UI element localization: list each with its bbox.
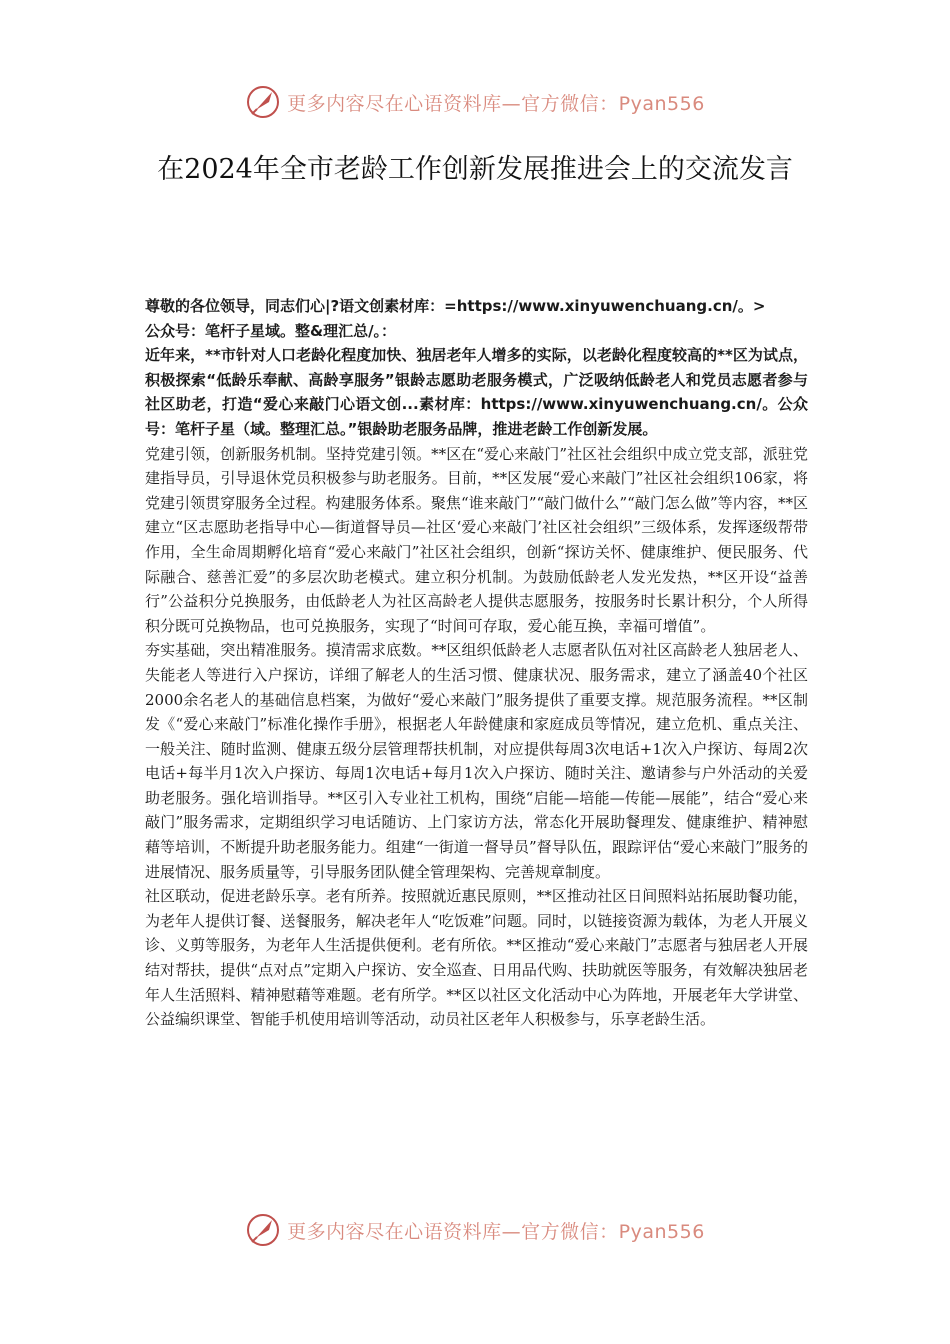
intro-line: 公众号：笔杆子星域。整&理汇总/。： <box>145 321 397 340</box>
watermark-text-bottom: 更多内容尽在心语资料库—官方微信：Pyan556 <box>287 1220 705 1243</box>
watermark-banner-bottom <box>0 1210 950 1250</box>
watermark-banner-top <box>0 82 950 122</box>
body-paragraph: 党建引领，创新服务机制。坚持党建引领。**区在“爱心来敲门”社区社会组织中成立党支部，派驻党建指导员，引导退休党员积极参与助老服务。目前，**区发展“爱心来敲门”社区社会组织106家，将党建引领贯穿服务全过程。构建服务体系。聚焦“谁来敲门”“敲门做什么”“敲门怎么做”等内容，**区建立“区志愿助老指导中心—街道督导员—社区‘爱心来敲门’社区社会组织”三级体系，发挥逐级帮带作用，全生命周期孵化培育“爱心来敲门”社区社会组织，创新“探访关怀、健康维护、便民服务、代际融合、慈善汇爱”的多层次助老模式。建立积分机制。为鼓励低龄老人发光发热，**区开设“益善行”公益积分兑换服务，由低龄老人为社区高龄老人提供志愿服务，按服务时长累计积分，个人所得积分既可兑换物品，也可兑换服务，实现了“时间可存取，爱心能互换，幸福可增值”。 <box>145 444 808 635</box>
intro-line: 尊敬的各位领导，同志们心|?语文创素材库：=https://www.xinyuwenchuang.cn/。> <box>145 297 766 315</box>
body-paragraph: 社区联动，促进老龄乐享。老有所养。按照就近惠民原则，**区推动社区日间照料站拓展助餐功能，为老年人提供订餐、送餐服务，解决老年人“吃饭难”问题。同时，以链接资源为载体，为老人开展义诊、义剪等服务，为老年人生活提供便利。老有所依。**区推动“爱心来敲门”志愿者与独居老人开展结对帮扶，提供“点对点”定期入户探访、安全巡查、日用品代购、扶助就医等服务，有效解决独居老年人生活照料、精神慰藉等难题。老有所学。**区以社区文化活动中心为阵地，开展老年大学讲堂、公益编织课堂、智能手机使用培训等活动，动员社区老年人积极参与，乐享老龄生活。 <box>145 887 808 1029</box>
document-title: 在2024年全市老龄工作创新发展推进会上的交流发言 <box>157 154 793 185</box>
document-body <box>145 294 808 1032</box>
body-paragraph: 夯实基础，突出精准服务。摸清需求底数。**区组织低龄老人志愿者队伍对社区高龄老人独居老人、失能老人等进行入户探访，详细了解老人的生活习惯、健康状况、服务需求，建立了涵盖40个社区2000余名老人的基础信息档案，为做好“爱心来敲门”服务提供了重要支撑。规范服务流程。**区制发《“爱心来敲门”标准化操作手册》，根据老人年龄健康和家庭成员等情况，建立危机、重点关注、一般关注、随时监测、健康五级分层管理帮扶机制，对应提供每周3次电话+1次入户探访、每周2次电话+每半月1次入户探访、每周1次电话+每月1次入户探访、随时关注、邀请参与户外活动的关爱助老服务。强化培训指导。**区引入专业社工机构，围绕“启能—培能—传能—展能”，结合“爱心来敲门”服务需求，定期组织学习电话随访、上门家访方法，常态化开展助餐理发、健康维护、精神慰藉等培训，不断提升助老服务能力。组建“一街道一督导员”督导队伍，跟踪评估“爱心来敲门”服务的进展情况、服务质量等，引导服务团队健全管理架构、完善规章制度。 <box>145 641 808 881</box>
intro-line: 近年来，**市针对人口老龄化程度加快、独居老年人增多的实际，以老龄化程度较高的**区为试点，积极探索“低龄乐奉献、高龄享服务”银龄志愿助老服务模式，广泛吸纳低龄老人和党员志愿者参与社区助老，打造“爱心来敲门心语文创...素材库：https://www.xinyuwenchuang.cn/。公众号：笔杆子星（域。整理汇总。”银龄助老服务品牌，推进老龄工作创新发展。 <box>145 346 808 438</box>
watermark-text-top: 更多内容尽在心语资料库—官方微信：Pyan556 <box>287 92 705 115</box>
quill-logo-icon <box>245 84 281 120</box>
quill-logo-icon <box>245 1212 281 1248</box>
